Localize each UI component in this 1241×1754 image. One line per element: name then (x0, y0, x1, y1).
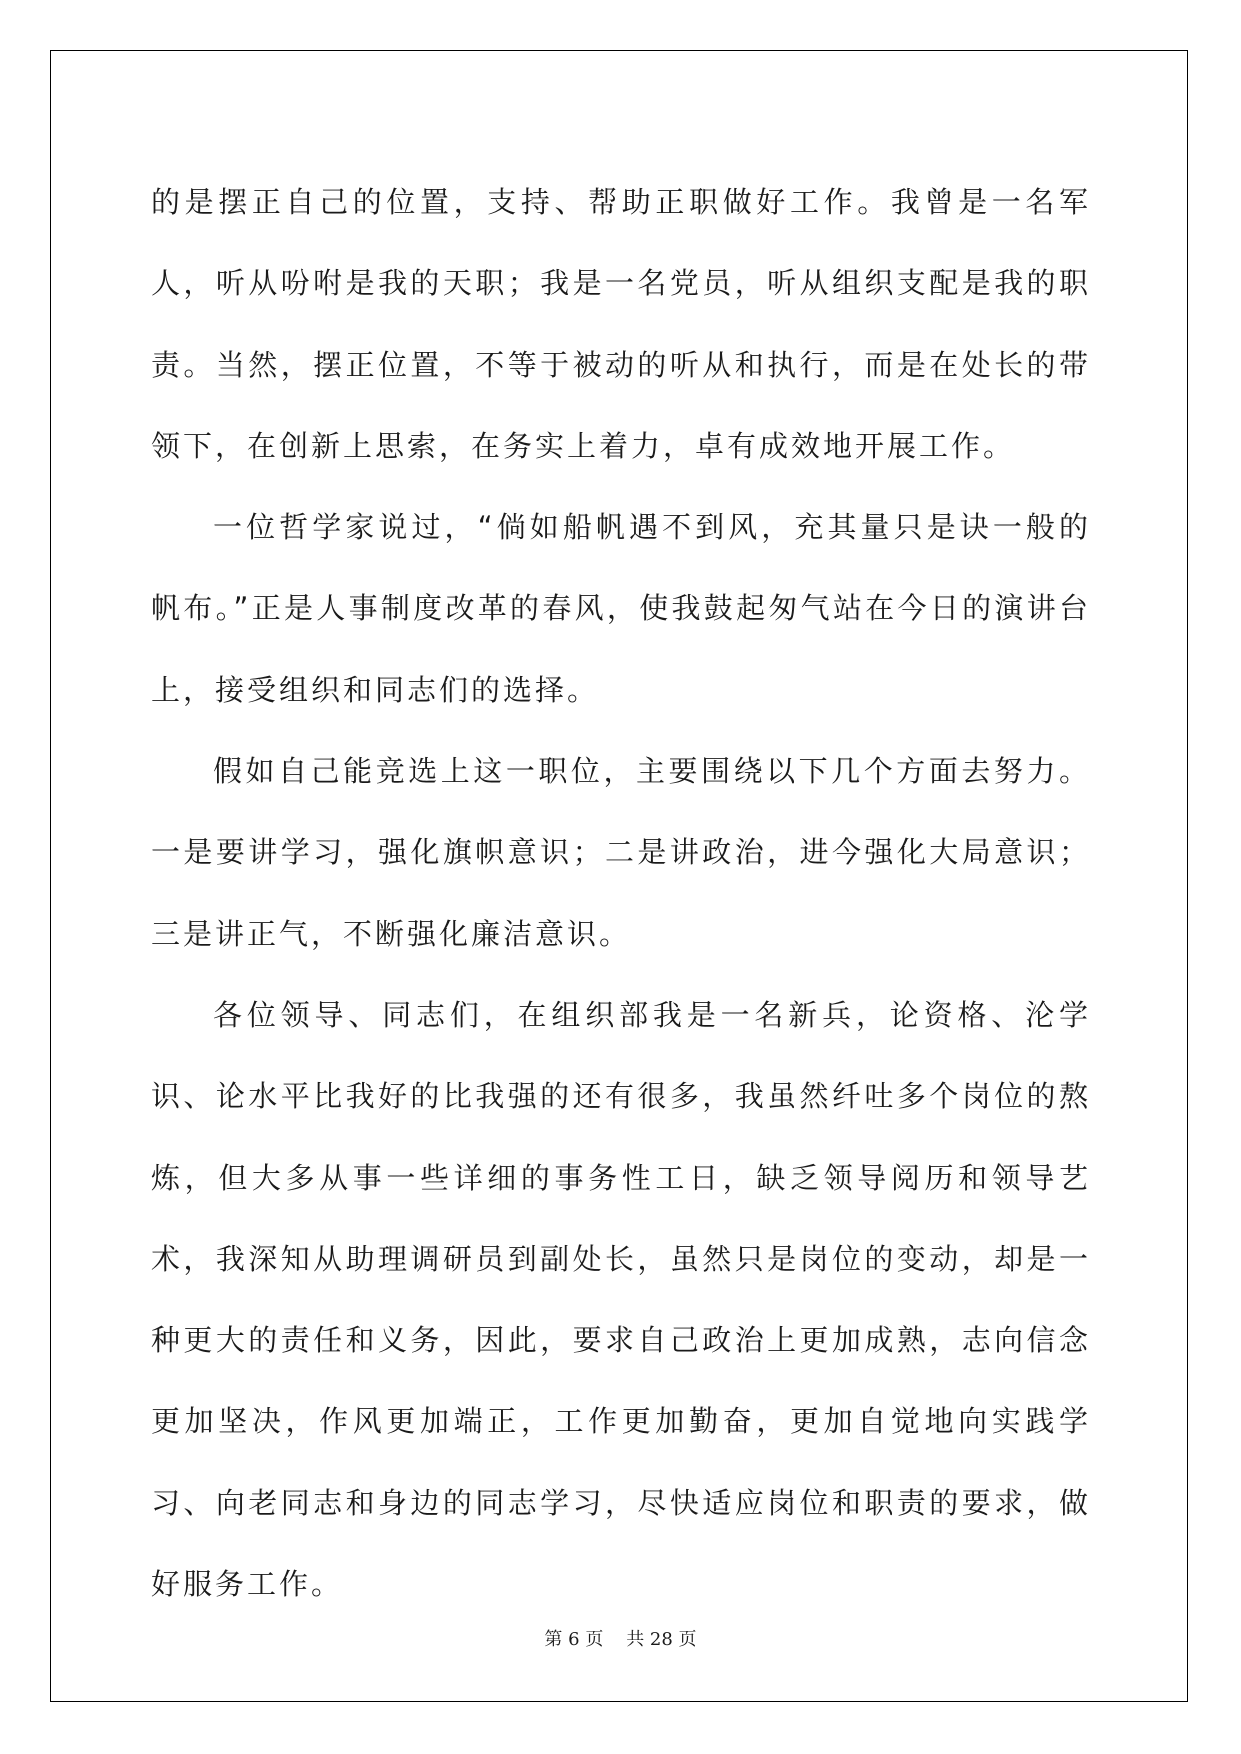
paragraph: 假如自己能竞选上这一职位，主要围绕以下几个方面去努力。一是要讲学习，强化旗帜意识；二是讲政治，进今强化大局意识；三是讲正气，不断强化廉洁意识。 (151, 754, 1091, 951)
paragraph: 一位哲学家说过，“倘如船帆遇不到风，充其量只是诀一般的帆布。”正是人事制度改革的春风，使我鼓起匆气站在今日的演讲台上，接受组织和同志们的选择。 (151, 510, 1091, 707)
document-body (151, 162, 1091, 1625)
paragraph: 各位领导、同志们，在组织部我是一名新兵，论资格、沦学识、论水平比我好的比我强的还有很多，我虽然纤吐多个岗位的熬炼，但大多从事一些详细的事务性工日，缺乏领导阅历和领导艺术，我深知从助理调研员到副处长，虽然只是岗位的变动，却是一种更大的责任和义务，因此，要求自己政治上更加成熟，志向信念更加坚决，作风更加端正，工作更加勤奋，更加自觉地向实践学习、向老同志和身边的同志学习，尽快适应岗位和职责的要求，做好服务工作。 (151, 997, 1091, 1602)
page-number-footer: 第 6 页 共 28 页 (544, 1629, 697, 1650)
paragraph-continued: 的是摆正自己的位置，支持、帮助正职做好工作。我曾是一名军人，听从吩咐是我的天职；我是一名党员，听从组织支配是我的职责。当然，摆正位置，不等于被动的听从和执行，而是在处长的带领下，在创新上思索，在务实上着力，卓有成效地开展工作。 (151, 185, 1091, 463)
